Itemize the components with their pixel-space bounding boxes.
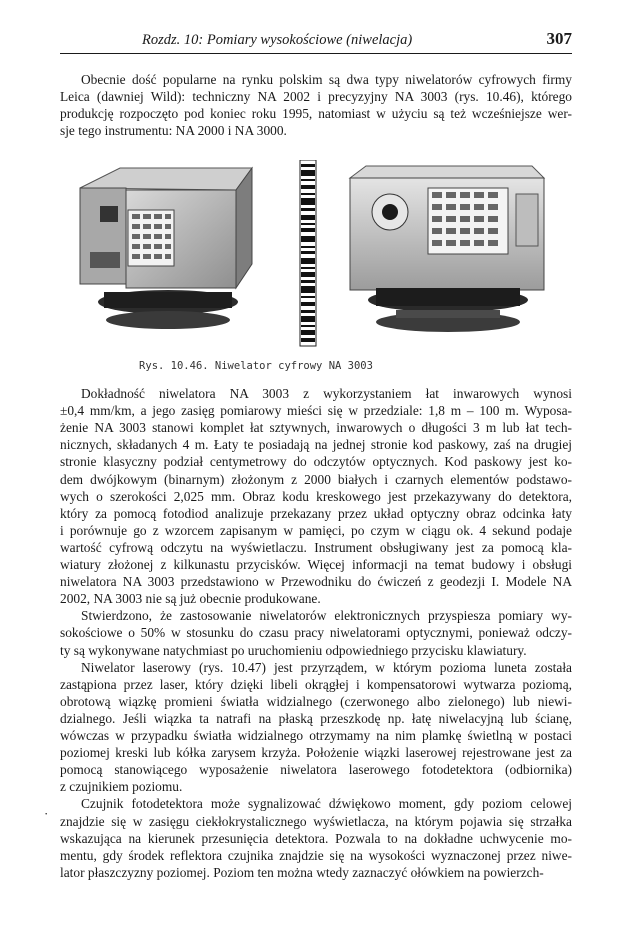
text-line: wówczas w przypadku światła widzialnego otrzymamy na nim plamkę świetlną w postaci bbox=[60, 728, 572, 743]
text-line: lator płaszczyzny poziomej. Poziom ten można wtedy zaznaczyć ołówkiem na powierzch- bbox=[60, 864, 544, 880]
running-title: Rozdz. 10: Pomiary wysokościowe (niwelacja) bbox=[142, 32, 413, 48]
text-line: stronie klasyczny podział centymetrowy do odczytów optycznych. Kod paskowy jest ko- bbox=[60, 454, 572, 470]
text-line: 2002, NA 3003 nie są już obecnie produkowane. bbox=[60, 591, 321, 607]
text-line: ty są wykonywane natychmiast po uruchomieniu odpowiedniego przycisku klawiatury. bbox=[60, 642, 527, 658]
text-line: Czujnik fotodetektora może sygnalizować dźwiękowo moment, gdy poziom celowej bbox=[81, 796, 572, 812]
text-line: nicznych, składanych 4 m. Łaty te posiadają na jednej stronie kod paskowy, zaś na drugiej bbox=[60, 437, 572, 453]
leica-na3003-side-view bbox=[80, 168, 252, 329]
text-line: żenie NA 3003 stanowi komplet łat sztywnych, inwarowych o długości 3 m lub łat tech- bbox=[60, 420, 572, 436]
page-header bbox=[60, 28, 572, 54]
text-line: obrotową wiązkę promieni światła widzialnego (czerwonego albo zielonego) lub niewi- bbox=[60, 693, 572, 709]
text-line: który za pomocą fotodiod analizuje przekazany przez układ optyczny obraz odcinka łaty bbox=[60, 505, 572, 521]
instrument-photos bbox=[60, 160, 572, 352]
page-number: 307 bbox=[546, 29, 572, 48]
text-line: Niwelator laserowy (rys. 10.47) jest przyrządem, w którym pozioma luneta została bbox=[81, 659, 572, 675]
text-line: znajdzie się w zasięgu ciekłokrystalicznego wyświetlacza, na którym pojawia się strzałka bbox=[60, 813, 572, 829]
text-line: wartość cyfrową odczytu na wyświetlaczu. Instrument obsługiwany jest za pomocą kla- bbox=[60, 539, 572, 555]
text-line: pomocą stanowiącego wyposażenie niwelatora laserowego fotodetektora (odbiornika) bbox=[60, 762, 572, 778]
text-line: ±0,4 mm/km, a jego zasięg pomiarowy mieści się w przedziale: 1,8 m – 100 m. Wyposa- bbox=[60, 403, 572, 419]
leica-na3003-front-view bbox=[350, 166, 544, 332]
header-rule bbox=[60, 53, 572, 54]
text-line: dem dwójkowym (binarnym) złożonym z 2000 białych i czarnych elementów podstawo- bbox=[60, 471, 572, 487]
text-line: Dokładność niwelatora NA 3003 z wykorzystaniem łat inwarowych wynosi bbox=[81, 386, 572, 401]
margin-dot: · bbox=[44, 806, 49, 821]
text-line: produkcję rozpoczęto pod koniec roku 1995, natomiast w użyciu są też wcześniejsze wer- bbox=[60, 106, 572, 122]
text-line: niwelatora NA 3003 przedstawiono w Przewodniku do ćwiczeń z geodezji I. Modele NA bbox=[60, 574, 572, 590]
text-line: i porównuje go z wzorcem zapisanym w pamięci, po czym w ciągu ok. 4 sekund podaje bbox=[60, 522, 572, 538]
text-line: sokościowe o 50% w stosunku do czasu pracy niwelatorami optycznymi, ponieważ odczy- bbox=[60, 625, 572, 641]
text-line: wych o szerokości 2,025 mm. Obraz kodu kreskowego jest przekazywany do detektora, bbox=[60, 488, 572, 504]
text-line: sje tego instrumentu: NA 2000 i NA 3000. bbox=[60, 123, 287, 139]
text-line: mentu, gdy środek reflektora czujnika znajdzie się na wysokości wyznaczonej przez niwe- bbox=[60, 847, 572, 863]
text-line: wiatury złożonej z kilkunastu przycisków. Więcej informacji na temat budowy i obsługi bbox=[60, 557, 572, 572]
text-line: Leica (dawniej Wild): techniczny NA 2002 i precyzyjny NA 3003 (rys. 10.46), którego bbox=[60, 89, 572, 105]
figure-caption: Rys. 10.46. Niwelator cyfrowy NA 3003 bbox=[139, 360, 373, 372]
text-line: poziomej kreski lub kółka zarysem krzyża. Położenie wiązki laserowej rejestrowane jest za bbox=[60, 745, 572, 761]
figure-10-46 bbox=[60, 160, 572, 352]
text-line: Obecnie dość popularne na rynku polskim są dwa typy niwelatorów cyfrowych firmy bbox=[81, 72, 572, 87]
text-line: dzialnego. Jeśli wiązka ta natrafi na płaską przeszkodę np. łatę niwelacyjną lub ścianę, bbox=[60, 710, 572, 726]
text-line: Stwierdzono, że zastosowanie niwelatorów elektronicznych przyspiesza pomiary wy- bbox=[81, 608, 572, 624]
text-line: zastąpiona przez laser, który dzięki libeli okrągłej i kompensatorowi wytwarza poziomą, bbox=[60, 676, 572, 692]
text-line: wskazująca na kierunek przesunięcia detektora. Pozwala to na dokładne uchwycenie mo- bbox=[60, 830, 572, 846]
text-line: z czujnikiem poziomu. bbox=[60, 779, 183, 795]
barcode-staff bbox=[300, 160, 316, 346]
